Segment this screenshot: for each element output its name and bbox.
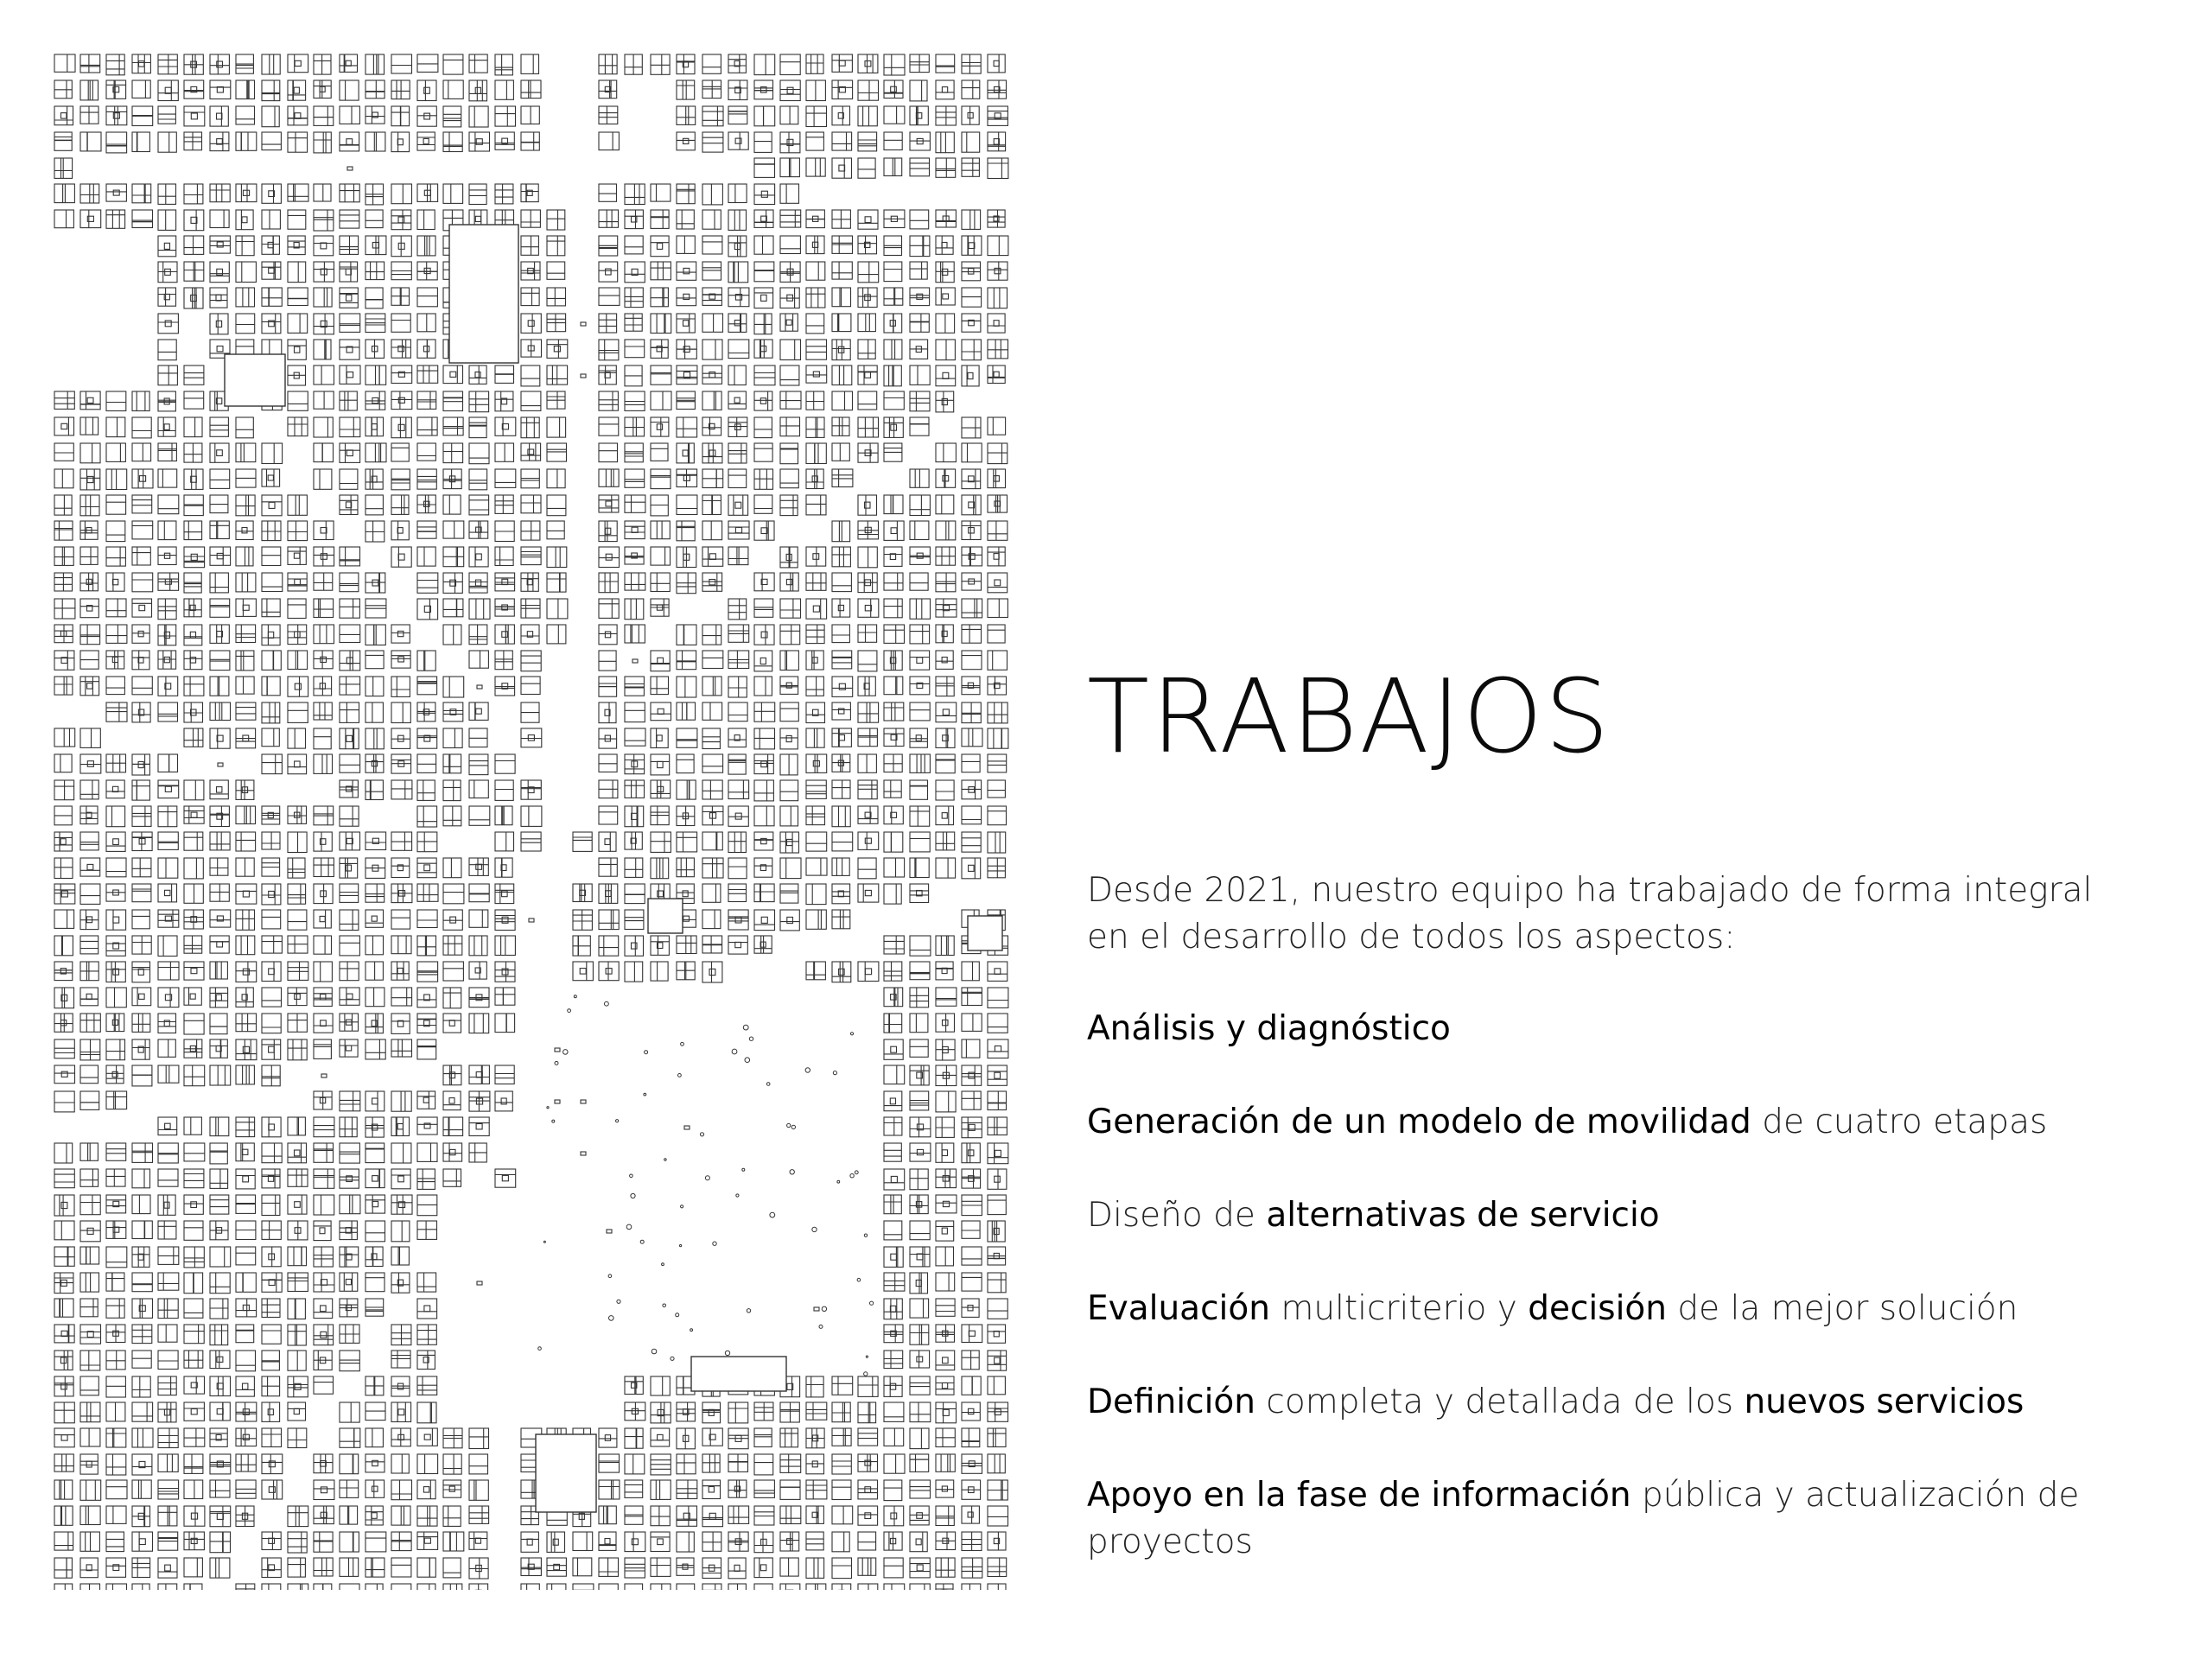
work-item-highlight: Definición [1087, 1382, 1255, 1421]
work-item [1087, 1099, 2107, 1146]
work-item-highlight: Generación de un modelo de movilidad [1087, 1103, 1751, 1141]
intro-paragraph: Desde 2021, nuestro equipo ha trabajado de forma integral en el desarrollo de todos los aspectos: [1087, 871, 2093, 957]
work-item [1087, 1286, 2107, 1332]
work-item-text: de cuatro etapas [1751, 1103, 2048, 1141]
work-item-highlight: Evaluación [1087, 1289, 1270, 1328]
page-title: TRABAJOS [1087, 657, 1611, 776]
work-item [1087, 1192, 2107, 1239]
work-item [1087, 1006, 2107, 1052]
work-item-highlight: decisión [1528, 1289, 1667, 1328]
work-item-text: de la mejor solución [1666, 1289, 2018, 1328]
city-map-image [52, 52, 1011, 1590]
work-item-highlight: Análisis y diagnóstico [1087, 1009, 1451, 1048]
work-item-text: completa y detallada de los [1255, 1382, 1745, 1421]
work-item-highlight: nuevos servicios [1744, 1382, 2024, 1421]
work-item-text: multicriterio y [1269, 1289, 1529, 1328]
work-items-list [1087, 1006, 2107, 1566]
work-item-text: Diseño de [1087, 1196, 1267, 1235]
work-item-highlight: alternativas de servicio [1266, 1196, 1660, 1235]
work-item-text: pública y actualización de proyectos [1087, 1476, 2080, 1561]
work-item-highlight: Apoyo en la fase de información [1087, 1476, 1631, 1515]
city-map-icon [52, 52, 1011, 1590]
content-panel [1087, 657, 2107, 1612]
work-item [1087, 1379, 2107, 1426]
work-item [1087, 1472, 2107, 1566]
